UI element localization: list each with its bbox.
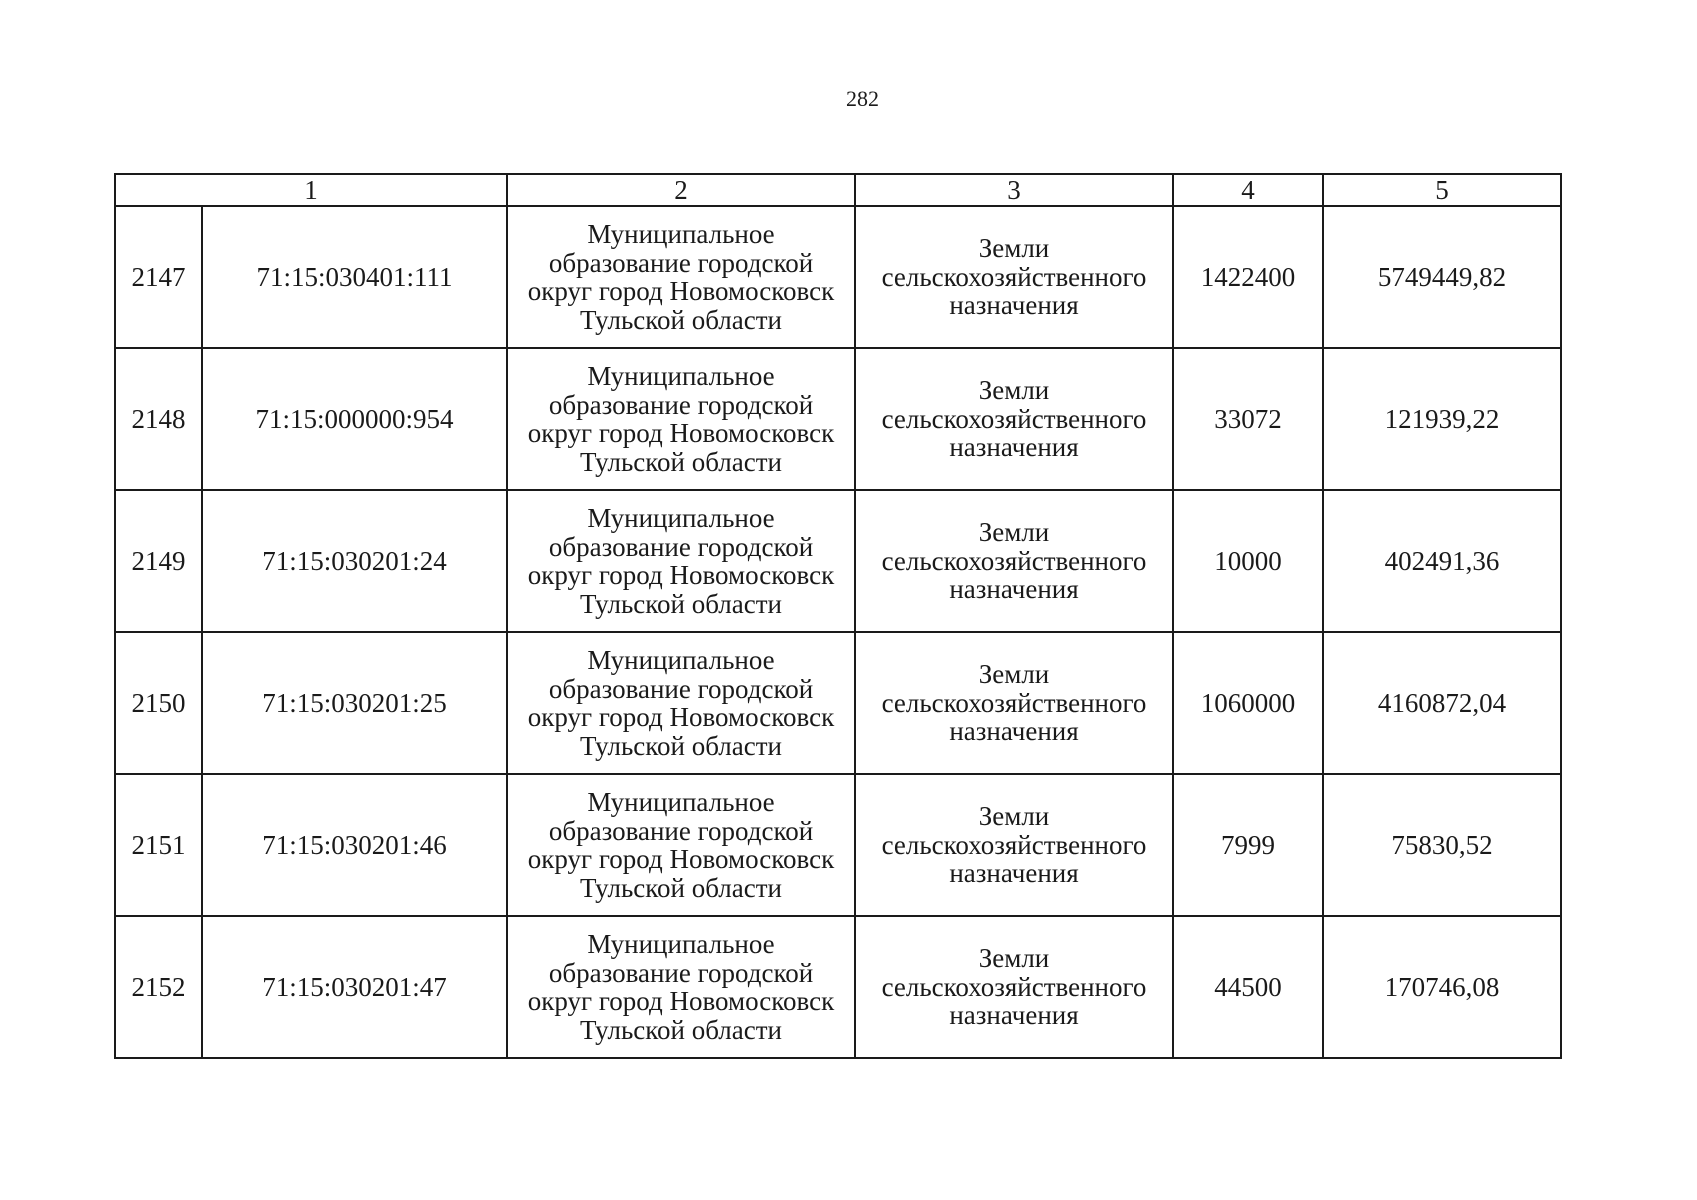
area-cell: 33072 bbox=[1173, 348, 1323, 490]
area-cell: 44500 bbox=[1173, 916, 1323, 1058]
land-category-cell: Земли сельскохозяйственного назначения bbox=[855, 206, 1173, 348]
row-number-cell: 2150 bbox=[115, 632, 202, 774]
cadastral-number-cell: 71:15:030401:111 bbox=[202, 206, 507, 348]
row-number-cell: 2147 bbox=[115, 206, 202, 348]
row-number-cell: 2148 bbox=[115, 348, 202, 490]
land-category-cell: Земли сельскохозяйственного назначения bbox=[855, 348, 1173, 490]
area-cell: 7999 bbox=[1173, 774, 1323, 916]
cadastral-value-cell: 170746,08 bbox=[1323, 916, 1561, 1058]
land-category-cell: Земли сельскохозяйственного назначения bbox=[855, 490, 1173, 632]
owner-cell: Муниципальное образование городской округ город Новомосковск Тульской области bbox=[507, 348, 855, 490]
row-number-cell: 2152 bbox=[115, 916, 202, 1058]
area-cell: 10000 bbox=[1173, 490, 1323, 632]
table-row bbox=[115, 348, 1561, 490]
area-cell: 1422400 bbox=[1173, 206, 1323, 348]
table-row bbox=[115, 632, 1561, 774]
table-row bbox=[115, 774, 1561, 916]
land-category-cell: Земли сельскохозяйственного назначения bbox=[855, 632, 1173, 774]
owner-cell: Муниципальное образование городской округ город Новомосковск Тульской области bbox=[507, 916, 855, 1058]
header-cell-1: 1 bbox=[115, 174, 507, 206]
owner-cell: Муниципальное образование городской округ город Новомосковск Тульской области bbox=[507, 632, 855, 774]
table-row bbox=[115, 206, 1561, 348]
cadastral-number-cell: 71:15:030201:46 bbox=[202, 774, 507, 916]
owner-cell: Муниципальное образование городской округ город Новомосковск Тульской области bbox=[507, 490, 855, 632]
area-cell: 1060000 bbox=[1173, 632, 1323, 774]
header-cell-5: 5 bbox=[1323, 174, 1561, 206]
header-cell-2: 2 bbox=[507, 174, 855, 206]
cadastral-number-cell: 71:15:030201:47 bbox=[202, 916, 507, 1058]
land-category-cell: Земли сельскохозяйственного назначения bbox=[855, 774, 1173, 916]
cadastral-number-cell: 71:15:000000:954 bbox=[202, 348, 507, 490]
table-row bbox=[115, 490, 1561, 632]
cadastral-number-cell: 71:15:030201:24 bbox=[202, 490, 507, 632]
page-number: 282 bbox=[846, 86, 879, 111]
cadastral-value-cell: 121939,22 bbox=[1323, 348, 1561, 490]
owner-cell: Муниципальное образование городской округ город Новомосковск Тульской области bbox=[507, 774, 855, 916]
cadastral-value-cell: 4160872,04 bbox=[1323, 632, 1561, 774]
header-cell-4: 4 bbox=[1173, 174, 1323, 206]
land-category-cell: Земли сельскохозяйственного назначения bbox=[855, 916, 1173, 1058]
cadastral-number-cell: 71:15:030201:25 bbox=[202, 632, 507, 774]
cadastral-value-cell: 402491,36 bbox=[1323, 490, 1561, 632]
table-header-row bbox=[115, 174, 1561, 206]
table-row bbox=[115, 916, 1561, 1058]
row-number-cell: 2151 bbox=[115, 774, 202, 916]
cadastral-value-cell: 5749449,82 bbox=[1323, 206, 1561, 348]
land-registry-table bbox=[114, 173, 1562, 1059]
row-number-cell: 2149 bbox=[115, 490, 202, 632]
owner-cell: Муниципальное образование городской округ город Новомосковск Тульской области bbox=[507, 206, 855, 348]
header-cell-3: 3 bbox=[855, 174, 1173, 206]
cadastral-value-cell: 75830,52 bbox=[1323, 774, 1561, 916]
